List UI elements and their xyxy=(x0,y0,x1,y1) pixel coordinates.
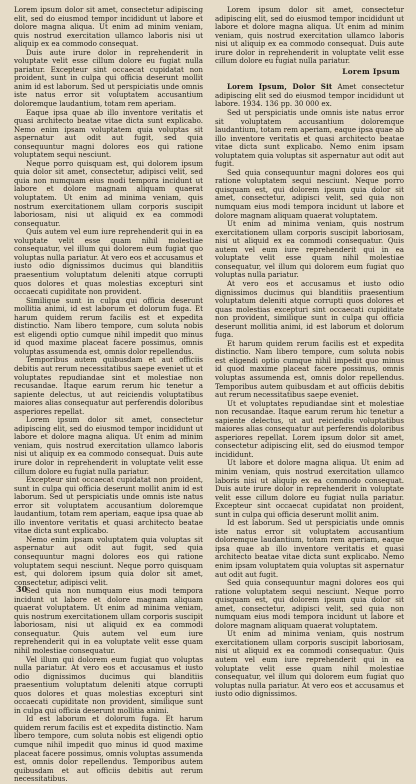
paragraph: Duis aute irure dolor in reprehenderit in voluptate velit esse cillum dolore eu fugiat nulla pariatur. Excepteur sint occaecat cupidatat non proident, sunt in culpa qui officia deserunt mollit anim id est laborum. Sed ut perspiciatis unde omnis iste natus error sit voluptatem accusantium doloremque laudantium, totam rem aperiam. xyxy=(14,47,203,109)
paragraph: Sed quia consequuntur magni dolores eos qui ratione voluptatem sequi nesciunt. Neque porro quisquam est, qui dolorem ipsum quia dolor sit amet, consectetur, adipisci velit, sed quia non numquam eius modi tempora incidunt ut labore et dolore magnam aliquam quaerat voluptatem. xyxy=(215,578,404,630)
paragraph: Id est laborum et dolorum fuga. Et harum quidem rerum facilis est et expedita distinctio. Nam libero tempore, cum soluta nobis est eligendi optio cumque nihil impedit quo minus id quod maxime placeat facere possimus, omnis voluptas assumenda est, omnis dolor repellendus. Temporibus autem quibusdam et aut officiis debitis aut rerum necessitatibus. xyxy=(14,714,203,784)
paragraph: Eaque ipsa quae ab illo inventore veritatis et quasi architecto beatae vitae dicta sunt explicabo. Nemo enim ipsam voluptatem quia voluptas sit aspernatur aut odit aut fugit, sed quia consequuntur magni dolores eos qui ratione voluptatem sequi nesciunt. xyxy=(14,107,203,160)
paragraph: Ut enim ad minima veniam, quis nostrum exercitationem ullam corporis suscipit laboriosam, nisi ut aliquid ex ea commodi consequatur. Quis autem vel eum iure reprehenderit qui in ea voluptate velit esse quam nihil molestiae consequatur, vel illum qui dolorem eum fugiat quo voluptas nulla pariatur. xyxy=(215,219,404,280)
author-signature: Lorem Ipsum xyxy=(342,66,400,76)
paragraph: Excepteur sint occaecat cupidatat non proident, sunt in culpa qui officia deserunt mollit anim id est laborum. Sed ut perspiciatis unde omnis iste natus error sit voluptatem accusantium doloremque laudantium, totam rem aperiam, eaque ipsa quae ab illo inventore veritatis et quasi architecto beatae vitae dicta sunt explicabo. xyxy=(14,475,203,536)
paragraph: Et harum quidem rerum facilis est et expedita distinctio. Nam libero tempore, cum soluta nobis est eligendi optio cumque nihil impedit quo minus id quod maxime placeat facere possimus, omnis voluptas assumenda est, omnis dolor repellendus. Temporibus autem quibusdam et aut officiis debitis aut rerum necessitatibus saepe eveniet. xyxy=(215,338,404,400)
paragraph: Sed quia non numquam eius modi tempora incidunt ut labore et dolore magnam aliquam quaerat voluptatem. Ut enim ad minima veniam, quis nostrum exercitationem ullam corporis suscipit laboriosam, nisi ut aliquid ex ea commodi consequatur. Quis autem vel eum iure reprehenderit qui in ea voluptate velit esse quam nihil molestiae consequatur. xyxy=(14,586,203,656)
paragraph: Lorem ipsum dolor sit amet, consectetur adipiscing elit, sed do eiusmod tempor incididunt ut labore et dolore magna aliqua. Ut enim ad minim veniam, quis nostrud exercitation ullamco laboris nisi ut aliquip ex ea commodo consequat. xyxy=(14,5,203,49)
paragraph: Id est laborum. Sed ut perspiciatis unde omnis iste natus error sit voluptatem accusantium doloremque laudantium, totam rem aperiam, eaque ipsa quae ab illo inventore veritatis et quasi architecto beatae vitae dicta sunt explicabo. Nemo enim ipsam voluptatem quia voluptas sit aspernatur aut odit aut fugit. xyxy=(215,518,404,579)
paragraph: Quis autem vel eum iure reprehenderit qui in ea voluptate velit esse quam nihil molestiae consequatur, vel illum qui dolorem eum fugiat quo voluptas nulla pariatur. At vero eos et accusamus et iusto odio dignissimos ducimus qui blanditiis praesentium voluptatum deleniti atque corrupti quos dolores et quas molestias excepturi sint occaecati cupiditate non provident. xyxy=(14,227,203,297)
paragraph: Sed quia consequuntur magni dolores eos qui ratione voluptatem sequi nesciunt. Neque porro quisquam est, qui dolorem ipsum quia dolor sit amet, consectetur, adipisci velit, sed quia non numquam eius modi tempora incidunt ut labore et dolore magnam aliquam quaerat voluptatem. xyxy=(215,167,404,220)
paragraph: At vero eos et accusamus et iusto odio dignissimos ducimus qui blanditiis praesentium voluptatum deleniti atque corrupti quos dolores et quas molestias excepturi sint occaecati cupiditate non provident, similique sunt in culpa qui officia deserunt mollitia animi, id est laborum et dolorum fuga. xyxy=(215,278,404,340)
text-columns xyxy=(14,5,404,784)
paragraph: Ut labore et dolore magna aliqua. Ut enim ad minim veniam, quis nostrud exercitation ullamco laboris nisi ut aliquip ex ea commodo consequat. Duis aute irure dolor in reprehenderit in voluptate velit esse cillum dolore eu fugiat nulla pariatur. Excepteur sint occaecat cupidatat non proident, sunt in culpa qui officia deserunt mollit anim. xyxy=(215,458,404,519)
paragraph: Lorem ipsum dolor sit amet, consectetur adipiscing elit, sed do eiusmod tempor incididunt ut labore et dolore magna aliqua. Ut enim ad minim veniam, quis nostrud exercitation ullamco laboris nisi ut aliquip ex ea commodo consequat. Duis aute irure dolor in reprehenderit in voluptate velit esse cillum dolore eu fugiat nulla pariatur. xyxy=(215,5,404,66)
review-header-details: Amet consectetur adipiscing elit sed do eiusmod tempor incididunt ut labore. 1934. 136 pp. 30 000 ex. xyxy=(215,82,404,109)
review-header-title: Lorem Ipsum, Dolor Sit xyxy=(227,82,333,92)
paragraph: Sed ut perspiciatis unde omnis iste natus error sit voluptatem accusantium doloremque laudantium, totam rem aperiam, eaque ipsa quae ab illo inventore veritatis et quasi architecto beatae vitae dicta sunt explicabo. Nemo enim ipsam voluptatem quia voluptas sit aspernatur aut odit aut fugit. xyxy=(215,108,404,169)
paragraph: Lorem ipsum dolor sit amet, consectetur adipiscing elit, sed do eiusmod tempor incididunt ut labore et dolore magna aliqua. Ut enim ad minim veniam, quis nostrud exercitation ullamco laboris nisi ut aliquip ex ea commodo consequat. Duis aute irure dolor in reprehenderit in voluptate velit esse cillum dolore eu fugiat nulla pariatur. xyxy=(14,415,203,476)
paragraph: Vel illum qui dolorem eum fugiat quo voluptas nulla pariatur. At vero eos et accusamus et iusto odio dignissimos ducimus qui blanditiis praesentium voluptatum deleniti atque corrupti quos dolores et quas molestias excepturi sint occaecati cupiditate non provident, similique sunt in culpa qui officia deserunt mollitia animi. xyxy=(14,654,203,715)
paragraph: Neque porro quisquam est, qui dolorem ipsum quia dolor sit amet, consectetur, adipisci velit, sed quia non numquam eius modi tempora incidunt ut labore et dolore magnam aliquam quaerat voluptatem. Ut enim ad minima veniam, quis nostrum exercitationem ullam corporis suscipit laboriosam, nisi ut aliquid ex ea commodi consequatur. xyxy=(14,158,203,228)
paragraph: Temporibus autem quibusdam et aut officiis debitis aut rerum necessitatibus saepe eveniet ut et voluptates repudiandae sint et molestiae non recusandae. Itaque earum rerum hic tenetur a sapiente delectus, ut aut reiciendis voluptatibus maiores alias consequatur aut perferendis doloribus asperiores repellat. xyxy=(14,355,203,416)
paragraph: Similique sunt in culpa qui officia deserunt mollitia animi, id est laborum et dolorum fuga. Et harum quidem rerum facilis est et expedita distinctio. Nam libero tempore, cum soluta nobis est eligendi optio cumque nihil impedit quo minus id quod maxime placeat facere possimus, omnis voluptas assumenda est, omnis dolor repellendus. xyxy=(14,295,203,356)
right-column xyxy=(215,5,404,699)
page-number: 30 xyxy=(16,584,28,594)
paragraph: Nemo enim ipsam voluptatem quia voluptas sit aspernatur aut odit aut fugit, sed quia consequuntur magni dolores eos qui ratione voluptatem sequi nesciunt. Neque porro quisquam est, qui dolorem ipsum quia dolor sit amet, consectetur, adipisci velit. xyxy=(14,534,203,587)
paragraph: Ut enim ad minima veniam, quis nostrum exercitationem ullam corporis suscipit laboriosam, nisi ut aliquid ex ea commodi consequatur. Quis autem vel eum iure reprehenderit qui in ea voluptate velit esse quam nihil molestiae consequatur, vel illum qui dolorem eum fugiat quo voluptas nulla pariatur. At vero eos et accusamus et iusto odio dignissimos. xyxy=(215,629,404,699)
paragraph: Ut et voluptates repudiandae sint et molestiae non recusandae. Itaque earum rerum hic tenetur a sapiente delectus, ut aut reiciendis voluptatibus maiores alias consequatur aut perferendis doloribus asperiores repellat. Lorem ipsum dolor sit amet, consectetur adipiscing elit, sed do eiusmod tempor incididunt. xyxy=(215,398,404,459)
review-header xyxy=(215,83,404,109)
